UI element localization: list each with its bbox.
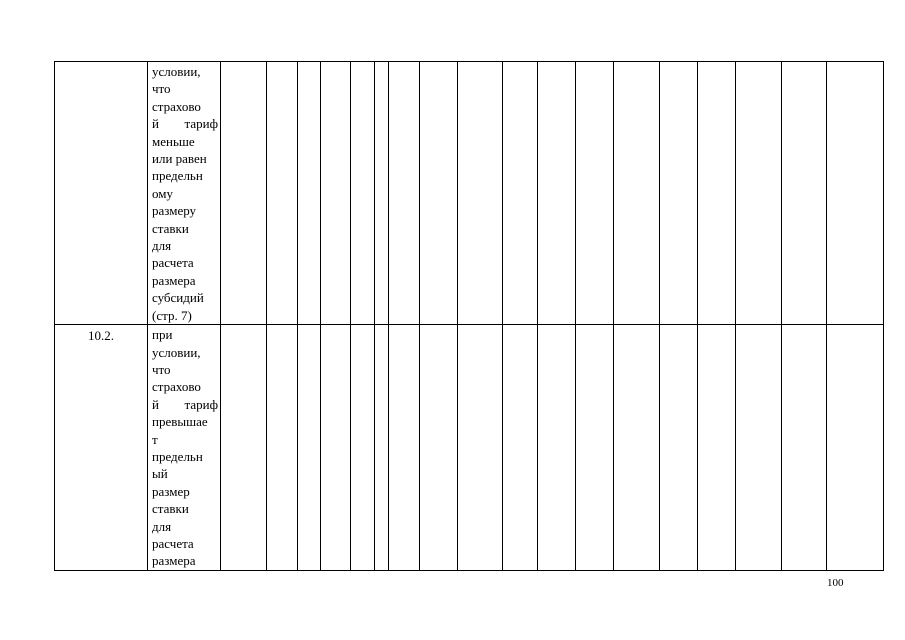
empty-cell [298, 325, 321, 571]
description-line: ому [152, 185, 173, 201]
row-number-cell [55, 62, 148, 325]
empty-cell [375, 62, 389, 325]
empty-cell [389, 325, 420, 571]
description-line: субсидий [152, 290, 204, 306]
data-table [54, 61, 884, 571]
empty-cell [375, 325, 389, 571]
page-number: 100 [827, 577, 844, 589]
description-line: расчета [152, 255, 194, 271]
description-line: ставки [152, 220, 189, 236]
empty-cell [420, 62, 458, 325]
description-line: страхово [152, 379, 201, 395]
description-line: предельн [152, 168, 203, 184]
empty-cell [267, 62, 298, 325]
table-row [55, 325, 884, 571]
empty-cell [321, 62, 351, 325]
description-line: при [152, 327, 173, 343]
description-line [152, 115, 218, 132]
description-line: для [152, 518, 172, 534]
description-line: ый [152, 466, 168, 482]
empty-cell [503, 62, 538, 325]
description-line: расчета [152, 535, 194, 551]
table-row [55, 62, 884, 325]
empty-cell [298, 62, 321, 325]
description-line: условии, [152, 64, 201, 79]
empty-cell [782, 62, 827, 325]
description-line: условии, [152, 344, 201, 360]
description-line: что [152, 361, 171, 377]
empty-cell [782, 325, 827, 571]
description-line: превышае [152, 414, 208, 430]
description-line: размера [152, 272, 196, 288]
description-line: размер [152, 483, 190, 499]
empty-cell [503, 325, 538, 571]
description-word: тариф [184, 116, 218, 132]
empty-cell [351, 325, 375, 571]
empty-cell [221, 325, 267, 571]
empty-cell [660, 325, 698, 571]
empty-cell [698, 325, 736, 571]
empty-cell [576, 325, 614, 571]
empty-cell [614, 325, 660, 571]
row-description-cell [148, 62, 221, 325]
description-line: (стр. 7) [152, 307, 192, 323]
empty-cell [736, 62, 782, 325]
empty-cell [321, 325, 351, 571]
description-line: для [152, 238, 172, 254]
empty-cell [698, 62, 736, 325]
empty-cell [389, 62, 420, 325]
empty-cell [538, 62, 576, 325]
empty-cell [827, 62, 884, 325]
empty-cell [576, 62, 614, 325]
row-description-cell [148, 325, 221, 571]
description-line: что [152, 81, 171, 97]
empty-cell [538, 325, 576, 571]
description-word: й [152, 116, 159, 132]
empty-cell [267, 325, 298, 571]
description-line: размеру [152, 203, 197, 219]
description-line: или равен [152, 151, 207, 167]
empty-cell [660, 62, 698, 325]
empty-cell [458, 325, 503, 571]
empty-cell [614, 62, 660, 325]
empty-cell [351, 62, 375, 325]
empty-cell [458, 62, 503, 325]
row-number-cell: 10.2. [55, 325, 148, 571]
empty-cell [221, 62, 267, 325]
description-word: тариф [184, 396, 218, 412]
empty-cell [736, 325, 782, 571]
empty-cell [420, 325, 458, 571]
description-line: т [152, 431, 158, 447]
description-line: размера [152, 553, 196, 569]
description-word: й [152, 396, 159, 412]
description-line: предельн [152, 448, 203, 464]
description-line: меньше [152, 133, 195, 149]
empty-cell [827, 325, 884, 571]
description-line: страхово [152, 98, 201, 114]
description-line: ставки [152, 501, 189, 517]
description-line [152, 396, 218, 413]
